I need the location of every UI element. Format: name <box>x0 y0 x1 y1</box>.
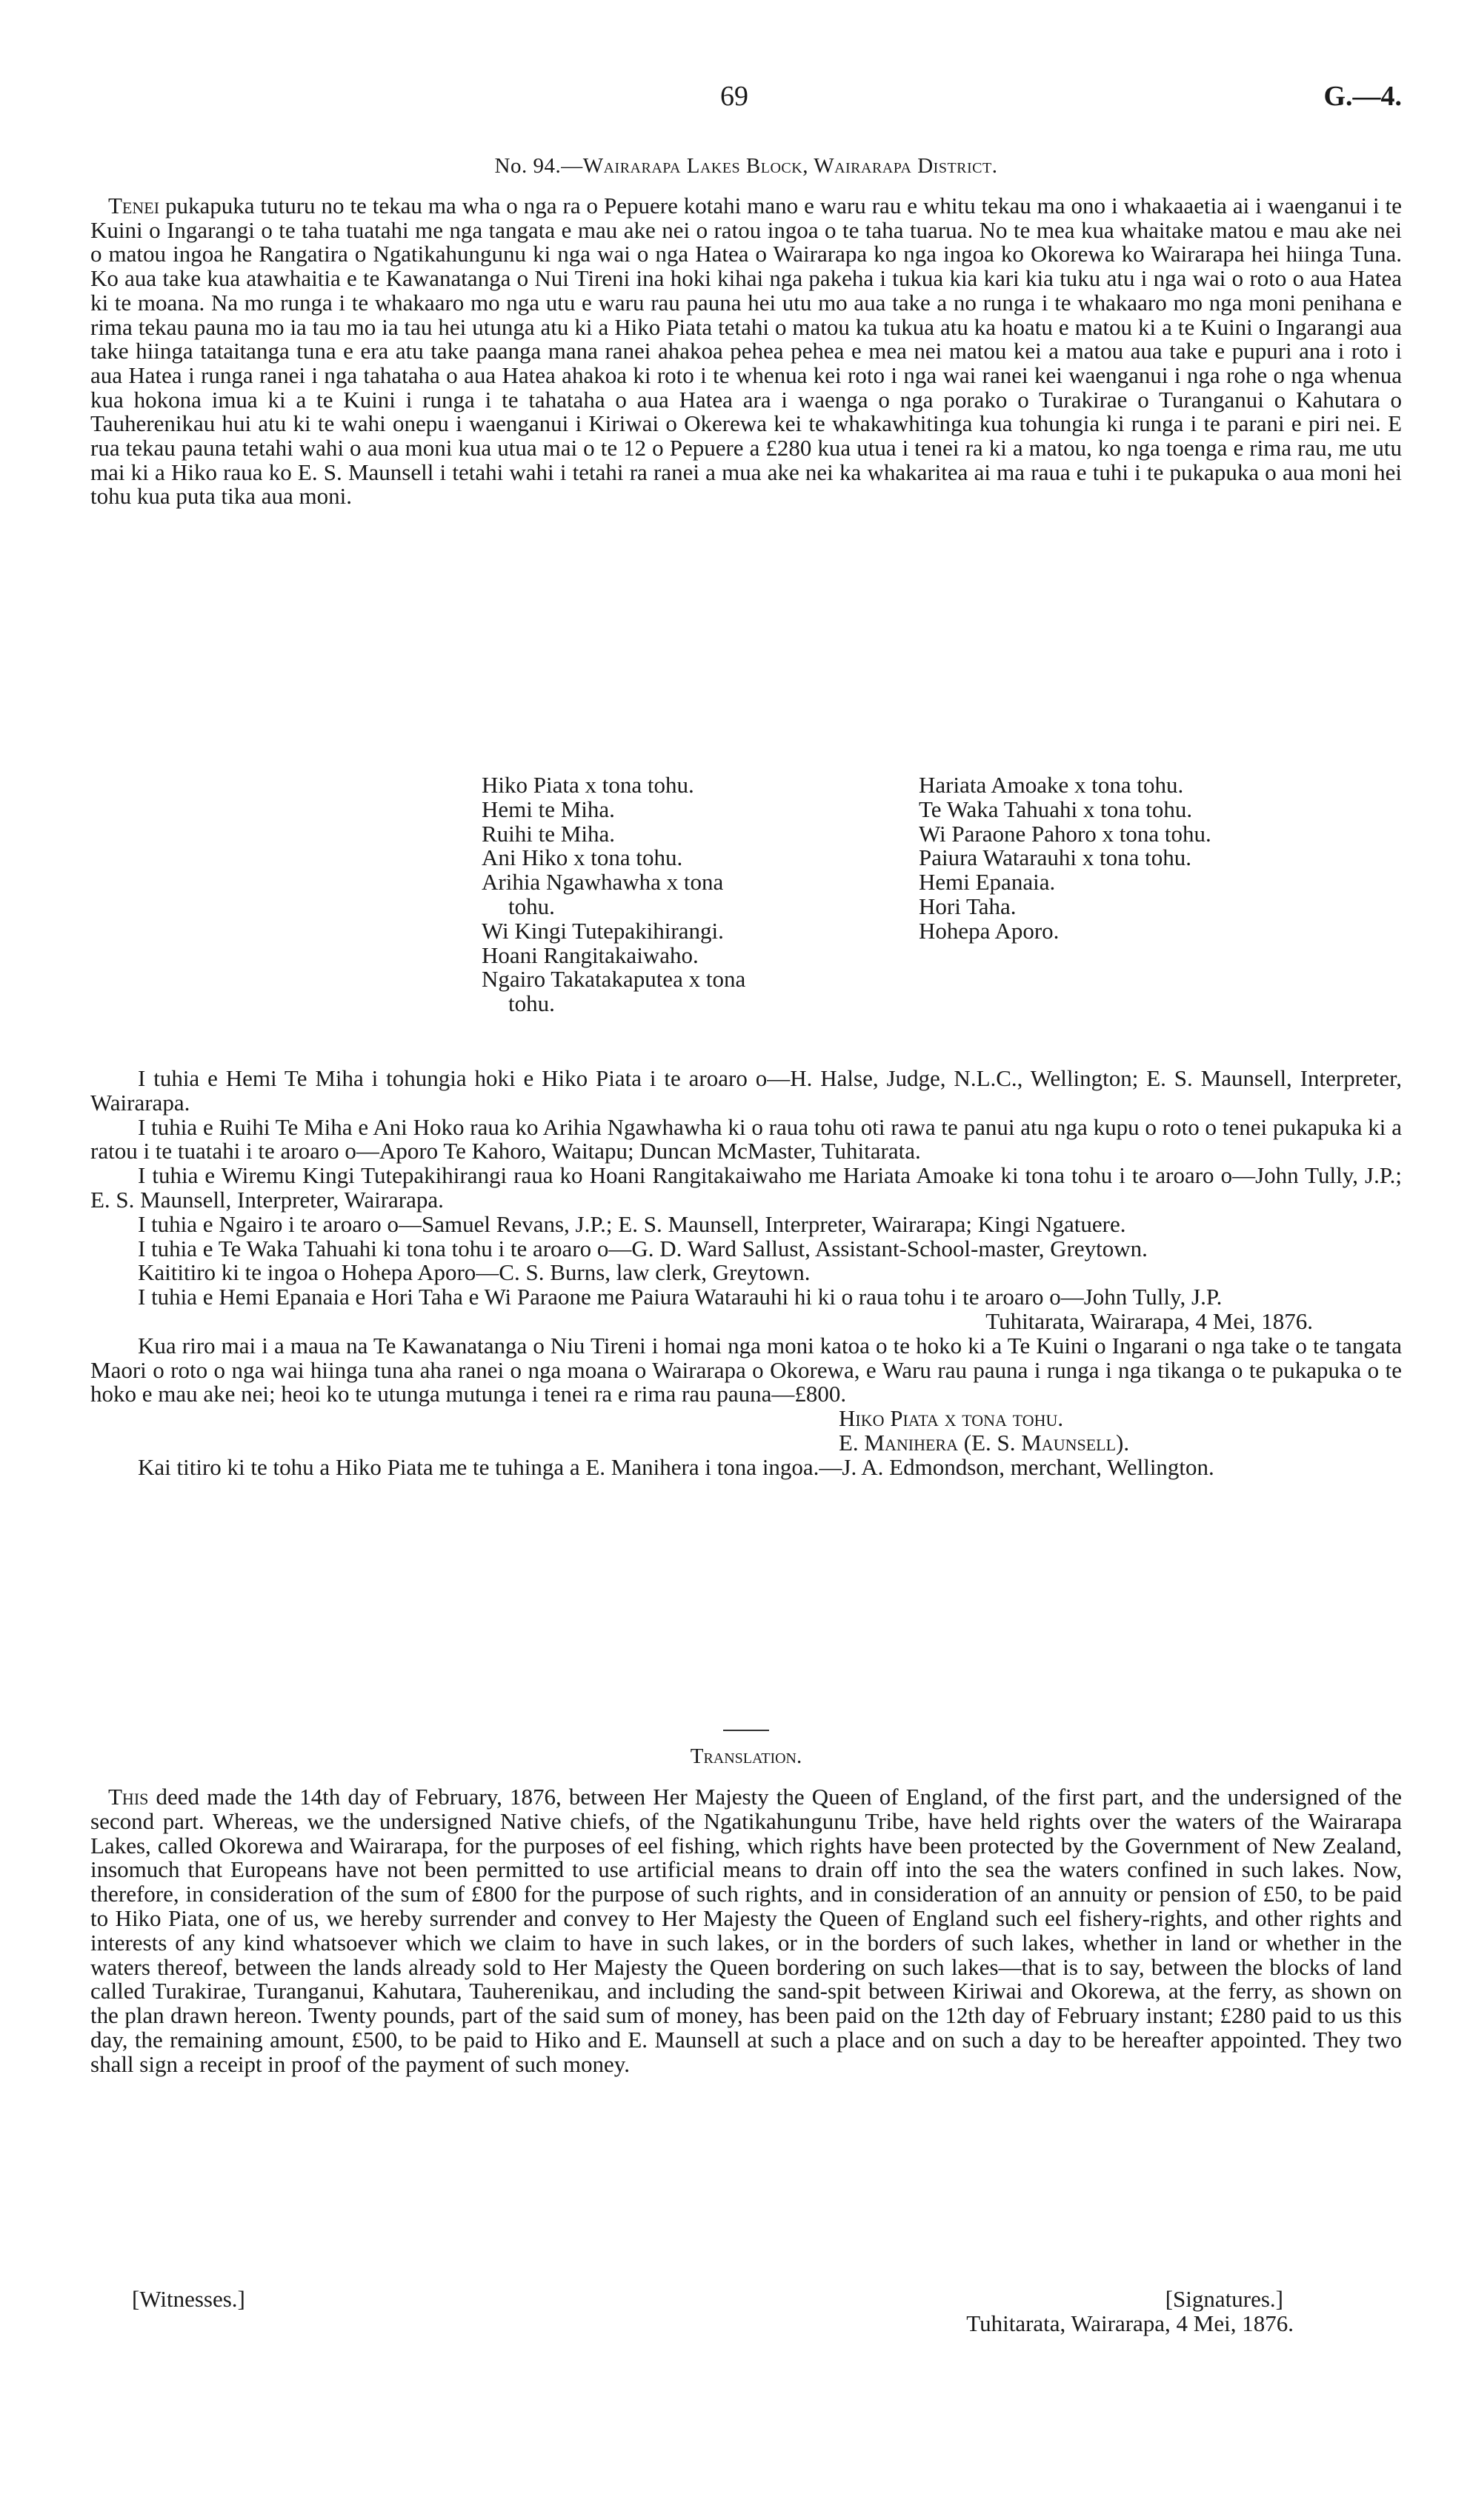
translation-body: deed made the 14th day of February, 1876, between Her Majesty the Queen of England, of the first part, and the undersigned of the second part. Whereas, we the undersigned Native chiefs, of the Ngatikahungunu Tribe, have held rights over the waters of the Wairarapa Lakes, called Okorewa and Wairarapa, for the purposes of eel fishing, which rights have been protected by the Government of New Zealand, insomuch that Europeans have not been permitted to use artificial means to drain off into the sea the waters confined in such lakes. Now, therefore, in consideration of the sum of £800 for the purpose of such rights, and in consideration of an annuity or pension of £50, to be paid to Hiko Piata, one of us, we hereby surrender and convey to Her Majesty the Queen of England such eel fishery-rights, and other rights and interests of any kind whatsoever which we claim to have in such lakes, or in the borders of such lakes, whether in land or whether in the waters thereof, between the lands already sold to Her Majesty the Queen bordering on such lakes—that is to say, between the blocks of land called Turakirae, Turanganui, Kahutara, Tauherenikau, and including the sand-spit between Kiriwai and Okorewa, at the ferry, as shown on the plan drawn hereon. Twenty pounds, part of the said sum of money, has been paid on the 12th day of February instant; £280 paid to us this day, the remaining amount, £500, to be paid to Hiko and E. Maunsell at such a place and on such a day to be hereafter appointed. They two shall sign a receipt in proof of the payment of such money. <box>90 1784 1402 2077</box>
translation-heading: Translation. <box>690 1744 802 1768</box>
translation-footer <box>90 2287 1402 2347</box>
signature-line: Ruihi te Miha. <box>482 820 615 847</box>
deed-number: No. 94. <box>494 154 562 178</box>
signature-line: Ngairo Takatakaputea x tona <box>482 966 746 993</box>
deed-title <box>90 154 1402 179</box>
receipt-witness: Kai titiro ki te tohu a Hiko Piata me te tuhinga a E. Manihera i tona ingoa.—J. A. Edmondson, merchant, Wellington. <box>138 1453 1214 1480</box>
signature-line: Wi Kingi Tutepakihirangi. <box>482 917 724 944</box>
page-header <box>90 80 1402 124</box>
receipt-text: Kua riro mai i a maua na Te Kawanatanga o Niu Tireni i homai nga moni katoa o te hoko ki a Te Kuini o Ingarani o nga take o te tangata Maori o roto o nga wai hiinga tuna aha ranei o nga moana o Wairarapa o Okorewa, e Waru rau pauna i runga i nga tikanga o te pukapuka o te hoko e mau ake nei; heoi ko te utunga mutunga i tenei ra e rima rau pauna—£800. <box>90 1332 1402 1407</box>
signature-line: tohu. <box>508 990 555 1017</box>
witness-paragraph: I tuhia e Te Waka Tahuahi ki tona tohu i te aroaro o—G. D. Ward Sallust, Assistant-School-master, Greytown. <box>138 1235 1148 1261</box>
signature-line: Hemi Epanaia. <box>919 869 1056 896</box>
signature-line: Arihia Ngawhawha x tona <box>482 869 724 896</box>
signature-line: Hariata Amoake x tona tohu. <box>919 772 1184 798</box>
witness-paragraph: I tuhia e Hemi Epanaia e Hori Taha e Wi Paraone me Paiura Watarauhi hi ki o raua tohu i te aroaro o—John Tully, J.P. <box>138 1284 1223 1310</box>
deed-first-word: Tenei <box>108 193 160 219</box>
signature-line: Hoani Rangitakaiwaho. <box>482 941 699 968</box>
signatures-right-column <box>919 773 1211 944</box>
signature-line: tohu. <box>508 893 555 919</box>
translation-text <box>90 1785 1402 2077</box>
signature-line: Hiko Piata x tona tohu. <box>482 772 694 798</box>
witness-paragraph: I tuhia e Ruihi Te Miha e Ani Hoko raua ko Arihia Ngawhawha ki o raua tohu oti rawa te panui atu nga kupu o roto o tenei pukapuka ki a ratou i te tuatahi i te aroaro o—Aporo Te Kahoro, Waitapu; Duncan McMaster, Tuhitarata. <box>90 1113 1402 1164</box>
receipt-date: Tuhitarata, Wairarapa, 4 Mei, 1876. <box>985 1307 1313 1334</box>
witness-paragraph: I tuhia e Ngairo i te aroaro o—Samuel Revans, J.P.; E. S. Maunsell, Interpreter, Wairarapa; Kingi Ngatuere. <box>138 1210 1126 1237</box>
witness-section <box>90 1067 1402 1480</box>
signature-line: Paiura Watarauhi x tona tohu. <box>919 844 1191 871</box>
signature-line: Wi Paraone Pahoro x tona tohu. <box>919 820 1211 847</box>
receipt-signature-1: Hiko Piata x tona tohu. <box>839 1405 1064 1432</box>
signature-line: Ani Hiko x tona tohu. <box>482 844 683 871</box>
page-number: 69 <box>720 81 748 112</box>
deed-maori-text <box>90 194 1402 509</box>
deed-title-text: —Wairarapa Lakes Block, Wairarapa District. <box>561 154 998 178</box>
translation-date: Tuhitarata, Wairarapa, 4 Mei, 1876. <box>966 2310 1294 2336</box>
witness-paragraph: I tuhia e Hemi Te Miha i tohungia hoki e Hiko Piata i te aroaro o—H. Halse, Judge, N.L.C., Wellington; E. S. Maunsell, Interpreter, Wairarapa. <box>90 1065 1402 1116</box>
signature-line: Hohepa Aporo. <box>919 917 1060 944</box>
signatures-left-column <box>482 773 745 1016</box>
section-reference: G.—4. <box>1323 81 1402 112</box>
witness-paragraph: I tuhia e Wiremu Kingi Tutepakihirangi raua ko Hoani Rangitakaiwaho me Hariata Amoake ki tona tohu i te aroaro o—John Tully, J.P.; E. S. Maunsell, Interpreter, Wairarapa. <box>90 1162 1402 1213</box>
signature-line: Te Waka Tahuahi x tona tohu. <box>919 796 1193 822</box>
signature-line: Hemi te Miha. <box>482 796 615 822</box>
receipt-signature-2: E. Manihera (E. S. Maunsell). <box>839 1429 1130 1456</box>
deed-body: pukapuka tuturu no te tekau ma wha o nga ra o Pepuere kotahi mano e waru rau e whitu tekau ma ono i whakaaetia ai i waenganui i te Kuini o Ingarangi o te taha tuatahi me nga tangata e mau ake nei o ratou ingoa o te taha tuarua. No te mea kua whaitake matou e mau ake nei o matou ingoa he Rangatira o Ngatikahungunu ki nga wai o nga Hatea o Wairarapa ko nga ingoa ko Okorewa ko Wairarapa hei hiinga Tuna. Ko aua take kua atawhaitia e te Kawanatanga o Nui Tireni ina hoki kihai nga pakeha i tukua kia kari kia tuku atu i nga wai o roto o aua Hatea ki te moana. Na mo runga i te whakaaro mo nga utu e waru rau pauna hei utu mo aua take a no runga i te whakaaro mo nga moni penihana e rima tekau pauna mo ia tau mo ia tau hei utunga atu ki a Hiko Piata tetahi o matou ka tukua atu ka hoatu e matou ki a te Kuini o Ingarangi aua take hiinga tataitanga tuna e era atu take paanga mana ranei ahakoa pehea pehea e mea nei matou kei a matou aua take e pupuri ana i roto i aua Hatea i runga ranei i nga tahataha o aua Hatea ahakoa ki roto i te whenua kei roto i nga wai ranei kei waenganui i nga rohe o nga whenua kua hokona imua ki a te Kuini i runga i te tahataha o aua Hatea ara i waenga o nga porako o Turakirae o Turanganui o Kahutara o Tauherenikau hui atu ki te wahi onepu i waenganui i Kiriwai o Okerewa kei te whakawhitinga kua tohungia ki runga i te parani e piri nei. E rua tekau pauna tetahi wahi o aua moni kua utua mai o te 12 o Pepuere a £280 kua utua i tenei ra ki a matou, ko nga toenga e rima rau, me utu mai ki a Hiko raua ko E. S. Maunsell i tetahi wahi i tetahi ra ranei a mua ake nei ka whakaritea ai ma raua e tuhi i te pukapuka o aua moni hei tohu kua puta tika aua moni. <box>90 193 1402 510</box>
section-divider <box>723 1730 769 1731</box>
translation-first-word: This <box>108 1784 149 1810</box>
signatures-label: [Signatures.] <box>1165 2286 1283 2312</box>
witness-paragraph: Kaititiro ki te ingoa o Hohepa Aporo—C. S. Burns, law clerk, Greytown. <box>138 1259 811 1286</box>
signature-line: Hori Taha. <box>919 893 1017 919</box>
witnesses-label: [Witnesses.] <box>132 2286 245 2312</box>
